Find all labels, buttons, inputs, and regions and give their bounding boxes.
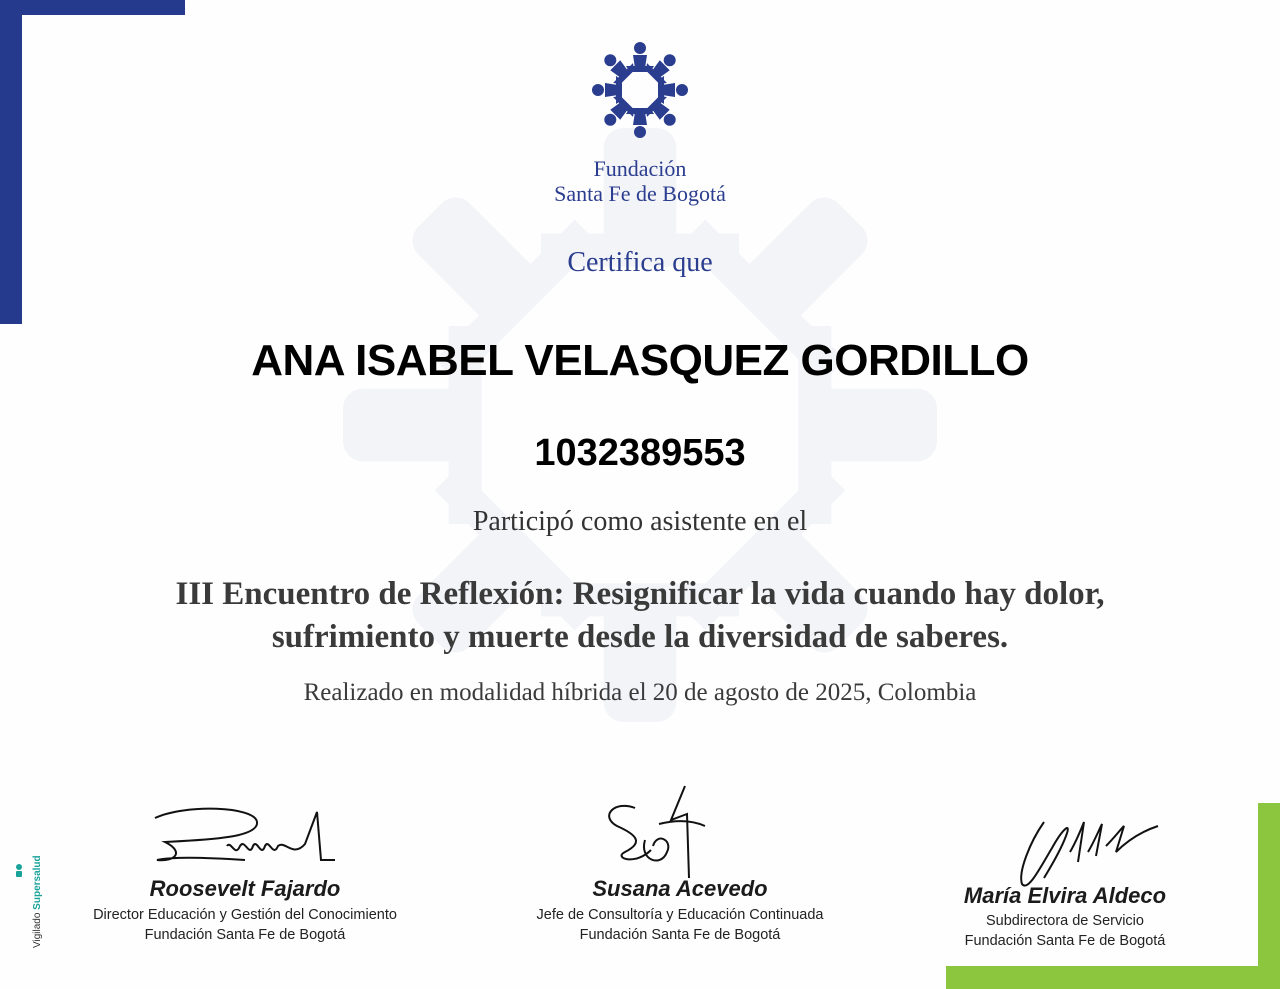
vigilado-brand: Supersalud <box>32 855 43 910</box>
organization-name-line1: Fundación <box>593 156 687 181</box>
signatory-3-org: Fundación Santa Fe de Bogotá <box>964 933 1166 949</box>
signatory-2-title: Jefe de Consultoría y Educación Continuada <box>536 907 824 923</box>
event-details: Realizado en modalidad híbrida el 20 de agosto de 2025, Colombia <box>303 679 977 706</box>
corner-accent-left <box>0 0 22 324</box>
recipient-name: ANA ISABEL VELASQUEZ GORDILLO <box>251 336 1029 385</box>
signatory-3-title: Subdirectora de Servicio <box>986 913 1144 929</box>
signatory-2-name: Susana Acevedo <box>592 876 768 901</box>
event-title-line2: sufrimiento y muerte desde la diversidad de saberes. <box>271 619 1009 655</box>
signatory-1-title: Director Educación y Gestión del Conocimiento <box>93 907 397 923</box>
signatory-2-org: Fundación Santa Fe de Bogotá <box>579 927 781 943</box>
corner-accent-top <box>0 0 185 15</box>
organization-name-line2: Santa Fe de Bogotá <box>554 181 726 206</box>
recipient-id-number: 1032389553 <box>534 432 746 474</box>
signatory-1-org: Fundación Santa Fe de Bogotá <box>144 927 346 943</box>
signature-susana-acevedo <box>595 780 715 880</box>
vigilado-supersalud-label <box>32 855 43 948</box>
supersalud-icon <box>11 862 27 878</box>
participation-statement: Participó como asistente en el <box>472 506 808 537</box>
signature-maria-elvira-aldeco <box>1010 812 1170 892</box>
signature-roosevelt-fajardo <box>145 800 345 872</box>
vigilado-prefix: Vigilado <box>32 912 43 948</box>
certifica-heading: Certifica que <box>567 247 713 278</box>
foundation-logo-icon <box>588 38 692 142</box>
event-title-line1: III Encuentro de Reflexión: Resignificar la vida cuando hay dolor, <box>175 576 1105 612</box>
signatory-3-name: María Elvira Aldeco <box>963 883 1167 908</box>
signatory-1-name: Roosevelt Fajardo <box>149 876 341 901</box>
corner-accent-right <box>1258 803 1280 989</box>
corner-accent-bottom <box>946 966 1280 989</box>
